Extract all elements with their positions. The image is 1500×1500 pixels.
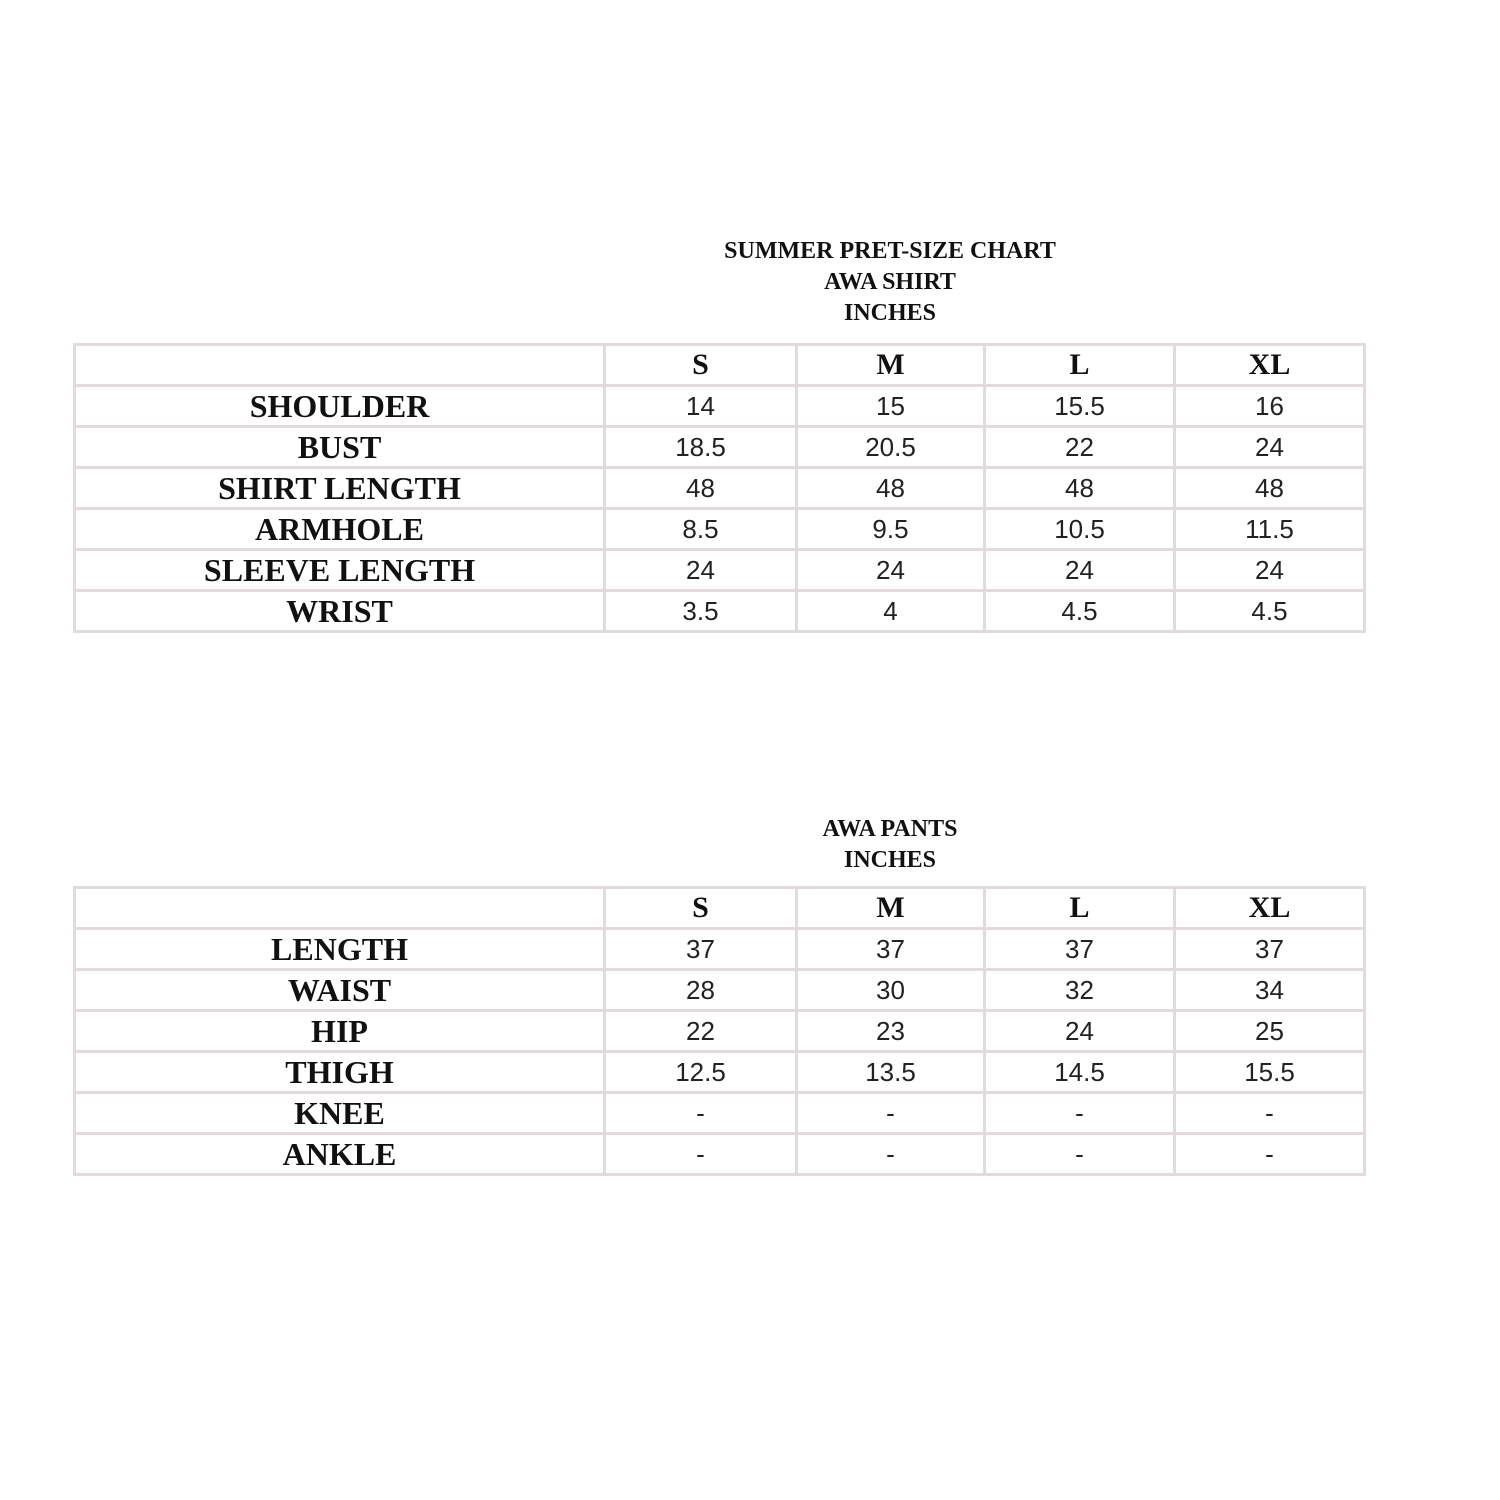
table-cell: 24 [605, 550, 797, 591]
table-row [75, 1052, 1365, 1093]
table-cell: 20.5 [797, 427, 985, 468]
row-label: SLEEVE LENGTH [75, 550, 605, 591]
row-label: WRIST [75, 591, 605, 632]
pants-unit: INCHES [843, 847, 937, 873]
corner-cell [75, 345, 605, 386]
table-cell: 48 [605, 468, 797, 509]
table-cell: 24 [985, 1011, 1175, 1052]
pants-size-table [73, 886, 1366, 1176]
table-cell: 24 [797, 550, 985, 591]
table-cell: 24 [985, 550, 1175, 591]
table-cell: 22 [985, 427, 1175, 468]
row-label: THIGH [75, 1052, 605, 1093]
table-cell: 23 [797, 1011, 985, 1052]
table-row [75, 1134, 1365, 1175]
pants-subtitle: AWA PANTS [822, 816, 958, 842]
table-cell: - [797, 1134, 985, 1175]
shirt-subtitle: AWA SHIRT [824, 269, 956, 295]
size-header-s: S [605, 345, 797, 386]
table-cell: 48 [1175, 468, 1365, 509]
row-label: ANKLE [75, 1134, 605, 1175]
table-row [75, 386, 1365, 427]
table-cell: 8.5 [605, 509, 797, 550]
table-cell: 9.5 [797, 509, 985, 550]
table-cell: 37 [797, 929, 985, 970]
size-header-m: M [797, 345, 985, 386]
table-header-row [75, 345, 1365, 386]
table-cell: 24 [1175, 550, 1365, 591]
table-cell: 48 [797, 468, 985, 509]
table-cell: - [1175, 1134, 1365, 1175]
size-header-m: M [797, 888, 985, 929]
table-row [75, 929, 1365, 970]
table-row [75, 468, 1365, 509]
table-cell: 18.5 [605, 427, 797, 468]
table-row [75, 509, 1365, 550]
table-cell: 14.5 [985, 1052, 1175, 1093]
row-label: KNEE [75, 1093, 605, 1134]
chart-title: SUMMER PRET-SIZE CHART [724, 238, 1056, 264]
row-label: SHOULDER [75, 386, 605, 427]
row-label: ARMHOLE [75, 509, 605, 550]
table-cell: 3.5 [605, 591, 797, 632]
table-row [75, 1011, 1365, 1052]
table-cell: - [605, 1093, 797, 1134]
shirt-size-table [73, 343, 1366, 633]
pants-heading [600, 814, 1180, 876]
table-cell: 37 [605, 929, 797, 970]
table-cell: - [985, 1093, 1175, 1134]
table-cell: 30 [797, 970, 985, 1011]
table-cell: 4.5 [985, 591, 1175, 632]
table-row [75, 1093, 1365, 1134]
corner-cell [75, 888, 605, 929]
table-cell: 48 [985, 468, 1175, 509]
size-header-s: S [605, 888, 797, 929]
table-cell: 15.5 [1175, 1052, 1365, 1093]
table-cell: 11.5 [1175, 509, 1365, 550]
row-label: LENGTH [75, 929, 605, 970]
row-label: WAIST [75, 970, 605, 1011]
shirt-heading [600, 236, 1180, 329]
size-header-l: L [985, 888, 1175, 929]
table-cell: 15 [797, 386, 985, 427]
table-cell: 32 [985, 970, 1175, 1011]
table-cell: 37 [1175, 929, 1365, 970]
table-cell: 10.5 [985, 509, 1175, 550]
table-cell: - [605, 1134, 797, 1175]
table-cell: - [985, 1134, 1175, 1175]
size-header-xl: XL [1175, 345, 1365, 386]
table-cell: 24 [1175, 427, 1365, 468]
table-cell: - [1175, 1093, 1365, 1134]
table-cell: 37 [985, 929, 1175, 970]
table-header-row [75, 888, 1365, 929]
row-label: SHIRT LENGTH [75, 468, 605, 509]
table-cell: 22 [605, 1011, 797, 1052]
table-row [75, 427, 1365, 468]
row-label: HIP [75, 1011, 605, 1052]
table-cell: 16 [1175, 386, 1365, 427]
size-header-l: L [985, 345, 1175, 386]
table-cell: 4.5 [1175, 591, 1365, 632]
row-label: BUST [75, 427, 605, 468]
table-row [75, 970, 1365, 1011]
size-header-xl: XL [1175, 888, 1365, 929]
table-cell: 34 [1175, 970, 1365, 1011]
table-cell: 4 [797, 591, 985, 632]
shirt-unit: INCHES [843, 300, 937, 326]
table-cell: 28 [605, 970, 797, 1011]
table-cell: 15.5 [985, 386, 1175, 427]
table-cell: 12.5 [605, 1052, 797, 1093]
table-cell: 25 [1175, 1011, 1365, 1052]
table-row [75, 550, 1365, 591]
table-cell: 13.5 [797, 1052, 985, 1093]
table-cell: 14 [605, 386, 797, 427]
table-row [75, 591, 1365, 632]
table-cell: - [797, 1093, 985, 1134]
